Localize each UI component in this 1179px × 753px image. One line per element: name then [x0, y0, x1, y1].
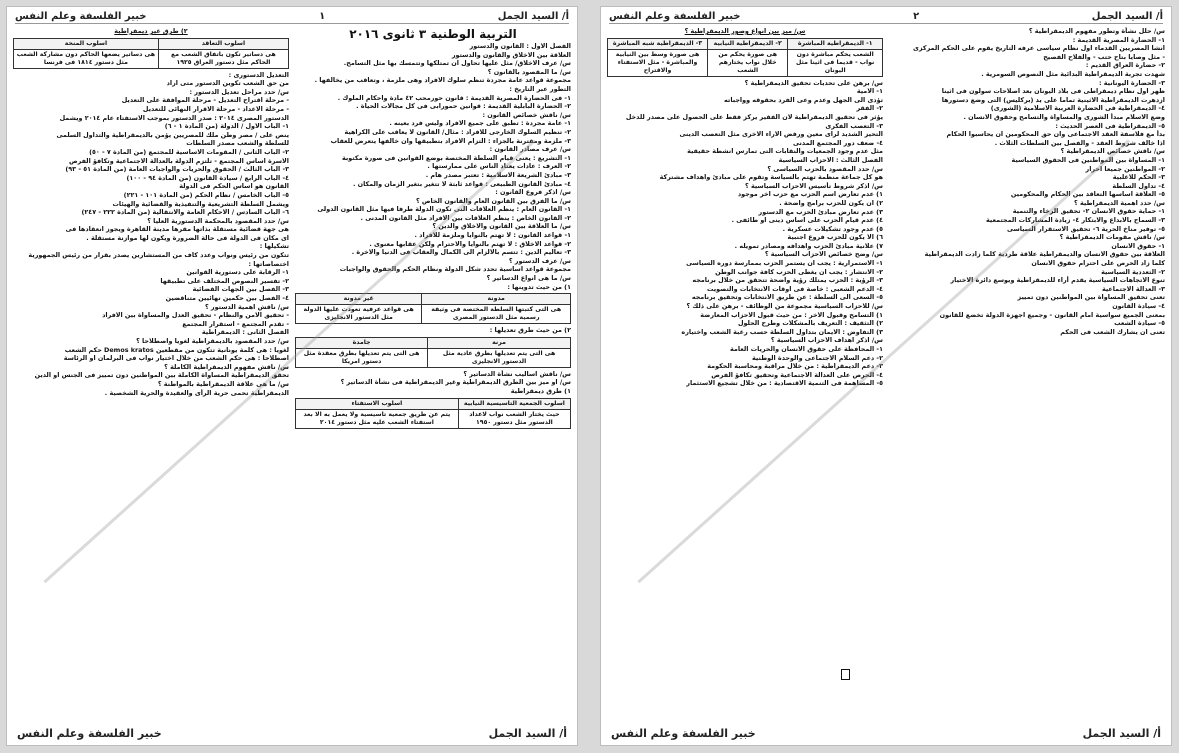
text-line: - تحقيق الامن والنظام - تحقيق العدل والمساواة بين الافراد [102, 311, 289, 320]
text-line: س/ ناقش اساليب نشأة الدساتير ؟ [463, 369, 571, 378]
text-line: س/ وضح خصائص الاحزاب السياسية ؟ [764, 250, 883, 259]
text-line: س/ حدد المقصود بالحزب السياسى ؟ [767, 164, 883, 173]
text-line: ٣- التعصب الفكرى [825, 121, 883, 130]
text-line: ١) التسامح وقبول الاخر : من حيث قبول الاحزاب المعارضة [700, 310, 883, 319]
text-line: اصطلاحا : هى حكم الشعب من خلال اختيار نواب فى البرلمان او الرئاسة [63, 354, 289, 363]
text-line: بدأ مع فلاسفة العقد الاجتماعى وان حق المحكومين ان يحاسبوا الحكام [946, 130, 1165, 139]
text-line: س/ حدد مراحل تعديل الدستور : [189, 87, 289, 96]
text-line: الدستور المصرى ٢٠١٤ : صدر الدستور بموجب الاستفتاء عام ٢٠١٤ ويشمل [59, 113, 289, 122]
table-cell: هى صورة وسط بين النيابية والمباشرة - مثل الاستفتاء والاقتراح [608, 49, 708, 76]
text-line: س/ عرف مصادر القانون : [489, 145, 571, 154]
small-square-mark [841, 669, 850, 680]
text-line: للسلطة والشعب مصدر السلطات [186, 139, 289, 148]
text-line: ٢- التعددية السياسية [1101, 267, 1165, 276]
text-line: ٢) من حيث طرق تعديلها : [489, 326, 571, 335]
text-line: س/ ناقش مفهوم الديمقراطية الكاملة ؟ [164, 362, 289, 371]
text-block [13, 71, 289, 398]
text-line: شهدت تجربة الديمقراطية البدائية مثل النصوص السومرية . [981, 69, 1165, 78]
text-line: ٣- الفصل بين الجهات القضائية [192, 285, 289, 294]
text-line: - مثل وصايا بتاح حتب - والفلاح الفصيح [1043, 52, 1165, 61]
table-cell: يتم عن طريق جمعية تاسيسية ولا يعمل به الا بعد استفتاء الشعب عليه مثل دستور ٢٠١٤ [296, 409, 459, 428]
text-line: ٢- دعم السلام الاجتماعى والوحدة الوطنية [752, 353, 883, 362]
document-page-2 [600, 6, 1172, 746]
text-line: س/ ناقش خصائص الديمقراطية ؟ [1060, 147, 1165, 156]
footer-subject: خبير الفلسفة وعلم النفس [17, 726, 162, 740]
text-line: ١- الاستمرارية : يجب ان يستمر الحزب بممارسة دوره السياسى [686, 259, 883, 268]
document-page-1 [6, 6, 578, 746]
page-footer [611, 725, 1161, 741]
text-line: ٦- الباب السادس / الاحكام العامة والانتقالية (من المادة ٢٢٢ - ٢٤٧) [81, 208, 289, 217]
text-line: هو كل جماعة منظمة تهتم بالسياسة وتقوم على مبادئ واهداف مشتركة [659, 173, 883, 182]
text-line: كلما زاد الحرص على احترام حقوق الانسان [1031, 259, 1165, 268]
text-line: هى جهة قضائية مستقلة بذاتها مقرها مدينة القاهرة ويجوز انعقادها فى [65, 225, 289, 234]
text-line: ١- المحافظة على حقوق الانسان والحريات العامة [730, 345, 883, 353]
table-header: اسلوب الجمعية التاسيسية النيابية [458, 398, 570, 409]
text-line: الاسرة اساس المجتمع - تلتزم الدولة بالعدالة الاجتماعية وتكافؤ الفرص [69, 156, 289, 165]
text-line: ٢- المواطنين جميعا احرار [1085, 164, 1165, 173]
text-block [295, 326, 571, 335]
text-line: س/ ما هى انواع الدساتير ؟ [486, 274, 571, 283]
text-line: ٢- حضارة العراق القديم : [1085, 61, 1165, 70]
text-line: - تقدم المجتمع - استقرار المجتمع [182, 319, 289, 328]
non-democratic-methods-table [13, 38, 289, 69]
text-line: ٧) علانية مبادئ الحزب واهدافه ومصادر تمويله . [734, 241, 883, 250]
text-line: ينص على / مصر وطن ملك للمصريين يؤمن بالديمقراطية والتداول السلمى [56, 130, 289, 139]
flex-constitution-table [295, 337, 571, 368]
text-line: ٥- الديمقراطية فى العصر الحديث : [1055, 121, 1165, 130]
text-line: مجموعة قواعد اساسية تحدد شكل الدولة ونظام الحكم والحقوق والواجبات [339, 265, 571, 274]
text-line: ازدهرت الديمقراطية الاثينية تماما على يد (بركليس) التى وضع دستورها [941, 95, 1165, 104]
left-column [13, 27, 289, 719]
text-line: ١- الباب الاول / الدولة (من المادة ١ - ٦) [164, 122, 289, 131]
text-line: ٤- الفصل بين حكمين نهائيين متناقضين [165, 294, 289, 303]
table-header: اسلوب المنحة [14, 38, 159, 49]
text-line: ٢- الباب الثانى / المقومات الاساسية للمجتمع (من المادة ٧ - ٥٠) [89, 147, 289, 156]
text-line: لغويا : هى كلمة يونانية تتكون من مقطعين Demos kratos حكم الشعب [64, 345, 289, 354]
text-line: تنوع الاتجاهات السياسية يقدم أراء للديمقراطية ويوسع دائرة الاختيار [950, 276, 1165, 285]
text-line: س/ للاحزاب السياسية مجموعة من الوظائف - برهن على ذلك ؟ [686, 302, 883, 311]
text-line: س/ عرف الدستور ؟ [508, 256, 571, 265]
text-line: ٤- الحرص على العدالة الاجتماعية وتحقيق تكافؤ الفرص [711, 370, 883, 379]
text-line: ١- القانون العام : ينظم العلاقات التى تكون الدولة طرفا فيها مثل القانون الدولى [317, 205, 571, 214]
text-line: س/ ما الفرق بين القانون العام والقانون الخاص ؟ [416, 196, 571, 205]
text-line: ١- عامة مجردة : تطبق على جميع الافراد وليس فرد بعينه . [389, 119, 571, 128]
page-header [609, 9, 1163, 24]
text-line: الفصل الثالث : الاحزاب السياسية [778, 155, 883, 164]
text-line: ١- قواعد القانون : لا تهتم بالنوايا وملزمة للافراد . [414, 231, 571, 240]
text-line: س/ ما هى علاقة الديمقراطية بالمواطنة ؟ [157, 379, 289, 388]
text-line: اذا خالف شروط العقد - والفصل بين السلطات الثلاث . [994, 138, 1165, 147]
text-line: ٢- الحضارة البابلية القديمة : قوانين حمورابى فى كل مجالات الحياة . [356, 102, 571, 111]
table-cell: هى التى يتم تعديلها بطرق معقدة مثل دستور امريكا [296, 348, 428, 367]
text-line: العلاقة بين حقوق الانسان والديمقراطية علاقة طردية كلما زادت الديمقراطية [924, 250, 1165, 259]
header-page-number: ١ [319, 10, 326, 22]
table-header: ٢- الديمقراطية النيابية [708, 38, 788, 49]
text-line: تشكيلها : [259, 242, 289, 251]
text-line: ٥- السعى الى السلطة : عن طريق الانتخابات وتحقيق برنامجه [691, 293, 883, 302]
text-line: س/ اذكر شروط تأسيس الاحزاب السياسية ؟ [745, 181, 883, 190]
text-line: ١) طرق ديمقراطية [510, 387, 571, 395]
text-line: ٣- الحضارة اليونانية : [1098, 78, 1165, 87]
footer-author: أ/ السيد الجمل [1082, 726, 1161, 740]
text-line: ١) عدم تعارض اسم الحزب مع حزب اخر موجود [737, 190, 883, 199]
text-line: ٤- الباب الرابع / سيادة القانون (من المادة ٩٤ - ١٠٠) [126, 173, 289, 182]
page-header [15, 9, 569, 24]
table-cell: هى دساتير تكون باتفاق الشعب مع الحاكم مثل دستور العراق ١٩٢٥ [158, 49, 288, 68]
text-line: الفصل الاول : القانون والدستور [469, 42, 571, 50]
page-footer [17, 725, 567, 741]
table-cell: هى التى يتم تعديلها بطرق عادية مثل الدستور الانجليزى [428, 348, 571, 367]
header-subject: خبير الفلسفة وعلم النفس [15, 10, 147, 22]
text-line: س/ حلل نشأة وتطور مفهوم الديمقراطية ؟ [1028, 27, 1165, 35]
table-header: ٣- الديمقراطية شبه المباشرة [608, 38, 708, 49]
table-cell: هى قواعد عرفية تعودت عليها الدولة مثل الدستور الانجليزى [296, 305, 422, 324]
text-line: التعديل الدستورى : [228, 70, 289, 79]
right-column [295, 27, 571, 719]
text-line: ٢- الفقر [856, 104, 883, 113]
text-line: ١- المساواة بين المواطنين فى الحقوق السياسية [1011, 155, 1165, 164]
text-line: ٣- السماح بالابداع والابتكار ٤- زيادة المشاركات المجتمعية [985, 216, 1165, 225]
text-line: تؤدى الى الجهل وعدم وعى الفرد بحقوقه وواجباته [724, 95, 883, 104]
text-line: ٦) الا يكون للحزب فروع اجنبية [787, 233, 883, 242]
text-line: ويشمل السلطة التشريعية والتنفيذية والقضائية والهيئات [112, 199, 289, 208]
text-line: ٣- ملزمة ومقترنة بالجزاء : التزام الافراد بتطبيقها وان خالفها يتعرض للعقاب [330, 136, 571, 145]
text-line: س/ حدد المقصود بالديمقراطية لغويا واصطلاحا ؟ [136, 337, 289, 345]
text-line: ١- التشريع : يعنى قيام السلطة المختصة بوضع القوانين فى صورة مكتوبة [342, 153, 571, 162]
text-line: وضع الاسلام مبدأ الشورى والمساواة والتسامح وحقوق الانسان . [963, 112, 1165, 121]
text-line: س/ اذكر اهداف الاحزاب السياسية ؟ [770, 336, 883, 345]
democracy-types-table [607, 38, 883, 77]
text-line: ٥- العلاقة اساسها التعاقد بين الحكام والمحكومين [1010, 190, 1165, 199]
text-line: س/ اذكر فروع القانون : [495, 188, 571, 197]
text-line: ٥- توفير مناخ الحرية ٦- تحقيق الاستقرار السياسى [1006, 224, 1165, 233]
text-line: ٤- تداول السلطة [1112, 181, 1165, 190]
right-column [889, 27, 1165, 719]
text-line: ١- حقوق الانسان [1111, 241, 1165, 250]
text-line: الديمقراطية تحمى حرية الرأى والعقيدة والحرية الشخصية . [104, 388, 289, 397]
text-line: ٥) عدم وجود تشكيلات عسكرية . [782, 224, 883, 233]
text-block [889, 27, 1165, 336]
text-line: يؤثر فى تحقيق الديمقراطية لان الفقير يركز فقط على الحصول على مصدر للدخل [625, 112, 883, 121]
text-line: العلاقة بين الاخلاق والقانون والدستور [451, 50, 571, 59]
text-line: ٢- العرف : عادات يعتاد الناس على ممارستها . [427, 162, 571, 171]
text-line: ٢- الانتشار : يجب ان يغطى الحزب كافة جوانب الوطن [715, 267, 883, 276]
footer-subject: خبير الفلسفة وعلم النفس [611, 726, 756, 740]
text-line: ٣- تعاليم الدين : تتسم بالالزام الى الكمال والعقاب فى الدنيا والاخرة . [351, 248, 571, 257]
text-line: التطور عبر التاريخ : [509, 84, 571, 93]
text-line: مثل عدم وجود الجمعيات والنقابات التى تمارس انشطة حقيقية [687, 147, 883, 156]
header-author: أ/ السيد الجمل [1091, 10, 1163, 22]
text-line: س/ عرف الاخلاق/ مثل عليها تحاول ان تمتلكها وتتمسك بها مثل التسامح. [343, 59, 571, 68]
text-line: تتكون من رئيس ونواب وعدد كاف من المستشارين يصدر بقرار من رئيس الجمهورية [28, 251, 289, 260]
left-column [607, 27, 883, 719]
table-header: غير مدونة [296, 294, 422, 305]
text-line: ١- حماية حقوق الانسان ٢- تحقيق الرخاء والتنمية [1012, 207, 1165, 216]
text-line: التحيز الشديد لراى معين ورفض الاراء الاخرى مثل التعصب الدينى [679, 130, 883, 139]
text-line: س/ ما المقصود بالقانون ؟ [487, 67, 571, 76]
text-line: - مرحلة الاعداد - مرحلة الاقرار النهائى للتعديل [142, 104, 289, 113]
header-page-number: ٢ [913, 10, 920, 22]
footer-author: أ/ السيد الجمل [488, 726, 567, 740]
text-line: اى مكان فى الدولة فى حالة الضرورة ويكون لها موازنة مستقلة . [86, 233, 289, 242]
table-cell: الشعب يحكم مباشرة دون نواب - قديما فى اثينا مثل اليونان [788, 49, 883, 76]
text-line: اختصاصاتها : [248, 259, 289, 268]
text-line: س/ ناقش خصائص القانون : [482, 110, 571, 119]
text-line: ٤- مبادئ القانون الطبيعى : قواعد ثابتة لا تتغير بتغير الزمان والمكان . [353, 179, 571, 188]
text-line: ظهر اول نظام ديمقراطى فى بلاد اليونان بعد اصلاحات سولون فى اثينا [941, 87, 1165, 96]
text-line: ٢) ان يكون للحزب برامج واضحة . [779, 198, 883, 207]
text-line: ١) من حيث تدوينها : [507, 282, 571, 291]
section-heading: س/ ميز بين انواع وصور الديمقراطية ؟ [684, 27, 806, 35]
text-line: ١- الامية [856, 87, 883, 96]
democratic-methods-table [295, 398, 571, 429]
text-line: الفصل الثانى : الديمقراطية [201, 328, 289, 337]
text-line: س/ برهن على تحديات تحقيق الديمقراطية ؟ [744, 78, 883, 87]
text-line: بمعنى الجميع سواسية امام القانون - وجميع اجهزة الدولة تخضع للقانون [939, 310, 1165, 319]
text-block [295, 370, 571, 396]
table-header: مرنة [428, 337, 571, 348]
text-line: ٣) عدم تعارض مبادئ الحزب مع الدستور [758, 207, 883, 216]
text-line: س/ حدد اهمية الديمقراطية ؟ [1074, 198, 1165, 207]
text-line: تحقق الديمقراطية المساواة الكاملة بين المواطنين دون تمييز فى الجنس او الدين [34, 371, 289, 380]
text-line: س/ ما العلاقة بين القانون والاخلاق والدين ؟ [432, 222, 571, 231]
text-line: ٢) التثقيف : التعريف بالمشكلات وطرح الحلول [737, 319, 883, 328]
text-line: ٥- سيادة الشعب [1114, 319, 1165, 328]
text-line: ٤- سيادة القانون [1112, 302, 1165, 310]
text-line: ٣- العدالة الاجتماعية [1101, 284, 1165, 293]
text-line: ٥- المساهمة فى التنمية الاقتصادية : من خلال تشجيع الاستثمار [686, 379, 883, 388]
text-line: انشا المصريين القدماء اول نظام سياسى عرفه التاريخ يقوم على الحكم المركزى [913, 44, 1165, 53]
page-title: التربية الوطنية ٣ ثانوى ٢٠١٦ [349, 27, 517, 41]
text-line: تعنى ان يشارك الشعب فى الحكم [1060, 327, 1165, 336]
table-header: جامدة [296, 337, 428, 348]
text-line: ١- الحضارة المصرية القديمة : [1072, 35, 1165, 44]
text-line: ٣- الحكم للاغلبية [1112, 173, 1165, 182]
text-block [607, 79, 883, 388]
text-line: ٥- الباب الخامس / نظام الحكم (من المادة ١٠١ - ٢٢١) [123, 190, 289, 199]
text-line: القانون هو اساس الحكم فى الدولة [179, 182, 289, 191]
text-line: - مرحلة اقتراح التعديل - مرحلة الموافقة على التعديل [121, 96, 289, 105]
text-line: س/ ناقش اهمية الدستور ؟ [204, 302, 289, 311]
text-line: ٢- القانون الخاص : ينظم العلاقات بين الافراد مثل القانون المدنى . [360, 213, 571, 222]
text-line: ٤- الديمقراطية فى الحضارة العربية الاسلامية (الشورى) [990, 104, 1165, 113]
text-line: ٢- تفسير النصوص المختلف على تطبيقها [160, 276, 289, 285]
section-heading: ٢) طرق غير ديمقراطية [114, 27, 188, 35]
header-author: أ/ السيد الجمل [497, 10, 569, 22]
text-line: ٣- الرؤية : الحزب يمتلك رؤية واضحة تتحقق من خلال برنامجه [692, 276, 883, 285]
table-header: اسلوب الاستفتاء [296, 398, 459, 409]
table-cell: هى دساتير يضعها الحاكم دون مشاركة الشعب مثل دستور ١٨١٤ فى فرنسا [14, 49, 159, 68]
text-line: ٢- قواعد الاخلاق : لا تهتم بالنوايا والاحترام ولكن عقابها معنوى . [369, 239, 571, 248]
text-line: ٤) عدم قيام الحزب على اساس دينى او طائفى . [731, 216, 883, 225]
written-constitution-table [295, 293, 571, 324]
text-line: تعنى تحقيق المساواة بين المواطنين دون تمييز [1017, 293, 1165, 302]
text-line: ١- الرقابة على دستورية القوانين [186, 268, 289, 277]
text-line: ٤- الدعم الشعبى : خاصة فى اوقات الانتخابات والتصويت [706, 284, 883, 293]
table-header: اسلوب التعاقد [158, 38, 288, 49]
table-cell: حيث يختار الشعب نواب لاعداد الدستور مثل دستور ١٩٥٠ [458, 409, 570, 428]
table-cell: هى التى كتبتها السلطة المختصة فى وثيقة رسمية مثل الدستور المصرى [422, 305, 571, 324]
text-line: ٣- دعم الديمقراطية : من خلال مراقبة ومحاسبة الحكومة [707, 362, 883, 371]
text-line: س/ حدد المقصود بالمحكمة الدستورية العليا ؟ [147, 216, 289, 225]
text-line: ٢- تنظيم السلوك الخارجى للافراد : مثال/ القانون لا يعاقب على الكراهية [344, 127, 571, 136]
text-line: ٤- ضعف دور المجتمع المدنى [793, 138, 883, 147]
text-line: ٣) التفاوض : الايمان بتداول السلطة حسب رغبة الشعب واختياره [681, 327, 883, 336]
text-line: ١- فى الحضارة المصرية القديمة : قانون حورمحب ٤٢ مادة واحكام الملوك . [337, 93, 571, 102]
table-header: مدونة [422, 294, 571, 305]
text-block [295, 42, 571, 291]
text-line: من حق الشعب تكوين الدستور متى اراد [166, 79, 289, 88]
table-header: ١- الديمقراطية المباشرة [788, 38, 883, 49]
text-line: مجموعة قواعد عامة مجردة تنظم سلوك الافراد وهى ملزمة ، وتعاقب من يخالفها . [314, 76, 571, 85]
table-cell: هى صورة يحكم من خلال نواب يختارهم الشعب [708, 49, 788, 76]
text-line: ٣- مبادئ الشريعة الاسلامية : تعتبر مصدر هام . [425, 170, 571, 179]
text-line: س/ ناقش مقومات الديمقراطية ؟ [1059, 233, 1165, 242]
text-line: ٣- الباب الثالث / الحقوق والحريات والواجبات العامة (من المادة ٥١ - ٩٣) [65, 165, 289, 174]
text-line: س/ او ميز بين الطرق الديمقراطية وغير الديمقراطية فى نشأة الدساتير ؟ [340, 378, 571, 387]
header-subject: خبير الفلسفة وعلم النفس [609, 10, 741, 22]
